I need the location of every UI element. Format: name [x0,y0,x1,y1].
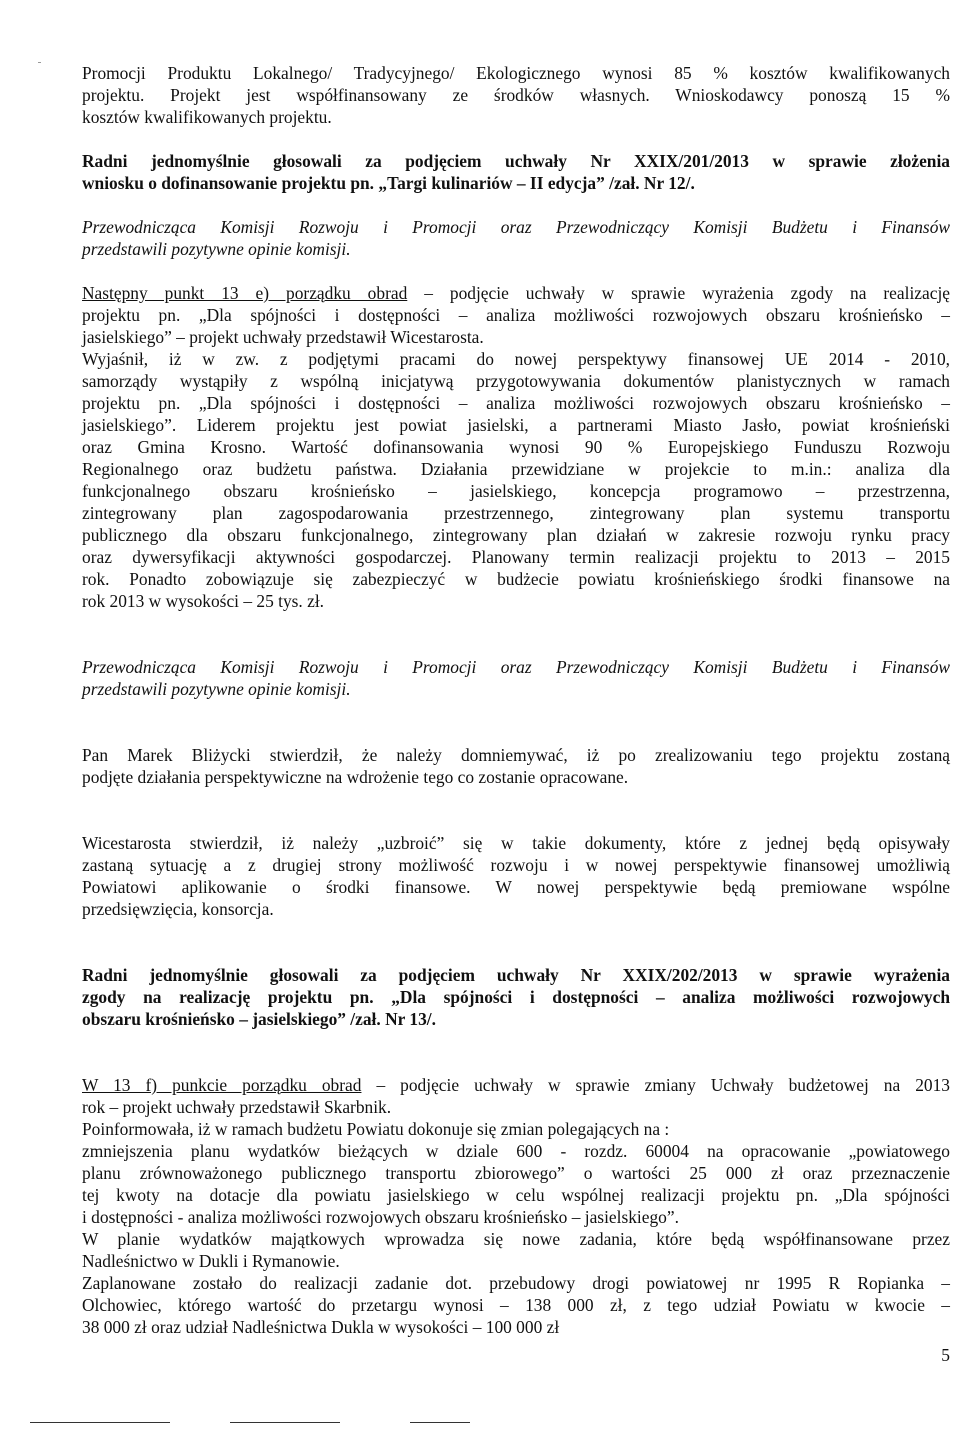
text-line: przedstawili pozytywne opinie komisji. [82,239,351,259]
text-line: kosztów kwalifikowanych projektu. [82,107,332,127]
text-line: W planie wydatków majątkowych wprowadza się nowe zadania, które będą współfinansowane przez [82,1229,950,1249]
agenda-item-13e [82,282,950,612]
text-line: projektu pn. „Dla spójności i dostępności – analiza możliwości rozwojowych obszaru krośnieńsko – [82,393,950,413]
text-line: wniosku o dofinansowanie projektu pn. „Targi kulinariów – II edycja” /zał. Nr 12/. [82,173,695,193]
text-line: przedstawili pozytywne opinie komisji. [82,679,351,699]
text-line: zmniejszenia planu wydatków bieżących w dziale 600 - rozdz. 60004 na opracowanie „powiatowego [82,1141,950,1161]
text-line: rok. Ponadto zobowiązuje się zabezpieczyć w budżecie powiatu krośnieńskiego środki finansowe na [82,569,950,589]
text-line: Wyjaśnił, iż w zw. z podjętymi pracami do nowej perspektywy finansowej UE 2014 - 2010, [82,349,950,369]
text-line: Przewodnicząca Komisji Rozwoju i Promocji oraz Przewodniczący Komisji Budżetu i Finansów [82,217,950,237]
text-line: projektu. Projekt jest współfinansowany ze środków własnych. Wnioskodawcy ponoszą 15 % [82,85,950,105]
text-line: obszaru krośnieńsko – jasielskiego” /zał. Nr 13/. [82,1009,436,1029]
page-number: 5 [941,1345,950,1365]
text-line: przedsięwzięcia, konsorcja. [82,899,274,919]
text-line: Promocji Produktu Lokalnego/ Tradycyjnego/ Ekologicznego wynosi 85 % kosztów kwalifikowanych [82,63,950,83]
agenda-item-13f [82,1074,950,1338]
scan-speck [38,62,41,63]
text-line [82,282,950,304]
resolution-201-vote [82,150,950,194]
text-line: funkcjonalnego obszaru krośnieńsko – jasielskiego, koncepcja programowo – przestrzenna, [82,481,950,501]
text-line: Zaplanowane zostało do realizacji zadanie dot. przebudowy drogi powiatowej nr 1995 R Ropianka – [82,1273,950,1293]
text-line: jasielskiego” – projekt uchwały przedstawił Wicestarosta. [82,327,484,347]
footer-rule [230,1422,340,1423]
text-line: Regionalnego oraz budżetu państwa. Działania przewidziane w projekcie to m.in.: analiza dla [82,459,950,479]
statement-blizycki [82,744,950,788]
agenda-item-heading: Następny punkt 13 e) porządku obrad [82,283,408,303]
text-line: tej kwoty na dotacje dla powiatu jasielskiego w celu wspólnej realizacji projektu pn. „Dla spójności [82,1185,950,1205]
text-line: zintegrowany plan zagospodarowania przestrzennego, zintegrowany plan systemu transportu [82,503,950,523]
document-page [82,62,950,1338]
text-line: podjęte działania perspektywiczne na wdrożenie tego co zostanie opracowane. [82,767,629,787]
footer-rule [410,1422,470,1423]
committee-opinion-2 [82,656,950,700]
text-line: Przewodnicząca Komisji Rozwoju i Promocji oraz Przewodniczący Komisji Budżetu i Finansów [82,657,950,677]
text-line: rok – projekt uchwały przedstawił Skarbnik. [82,1097,392,1117]
paragraph-cost-share [82,62,950,128]
text-line: Radni jednomyślnie głosowali za podjęciem uchwały Nr XXIX/201/2013 w sprawie złożenia [82,151,950,171]
text-line: samorządy wystąpiły z wspólną inicjatywą przygotowywania dokumentów planistycznych w ramach [82,371,950,391]
text-line: planu zrównoważonego publicznego transportu zbiorowego” o wartości 25 000 zł oraz przeznaczenie [82,1163,950,1183]
text-line: Wicestarosta stwierdził, iż należy „uzbroić” się w takie dokumenty, które z jednej będą opisywały [82,833,950,853]
text-line: Powiatowi aplikowanie o środki finansowe. W nowej perspektywie będą premiowane wspólne [82,877,950,897]
text-line: rok 2013 w wysokości – 25 tys. zł. [82,591,325,611]
text-line: publicznego dla obszaru funkcjonalnego, zintegrowany plan działań w zakresie rozwoju rynku pracy [82,525,950,545]
text-line: zgody na realizację projektu pn. „Dla spójności i dostępności – analiza możliwości rozwojowych [82,987,950,1007]
text-line: Radni jednomyślnie głosowali za podjęciem uchwały Nr XXIX/202/2013 w sprawie wyrażenia [82,965,950,985]
text-line: 38 000 zł oraz udział Nadleśnictwa Dukla w wysokości – 100 000 zł [82,1317,560,1337]
text-fragment: – podjęcie uchwały w sprawie zmiany Uchwały budżetowej na 2013 [361,1075,950,1095]
text-line [82,1074,950,1096]
agenda-item-heading: W 13 f) punkcie porządku obrad [82,1075,362,1095]
resolution-202-vote [82,964,950,1030]
text-line: Pan Marek Bliżycki stwierdził, że należy domniemywać, iż po zrealizowaniu tego projektu zostaną [82,745,950,765]
text-line: projektu pn. „Dla spójności i dostępności – analiza możliwości rozwojowych obszaru krośnieńsko – [82,305,950,325]
text-line: i dostępności - analiza możliwości rozwojowych obszaru krośnieńsko – jasielskiego”. [82,1207,679,1227]
text-line: jasielskiego”. Liderem projektu jest powiat jasielski, a partnerami Miasto Jasło, powiat krośnieński [82,415,950,435]
text-line: oraz dywersyfikacji aktywności gospodarczej. Planowany termin realizacji projektu to 2013 – 2015 [82,547,950,567]
text-line: Olchowiec, którego wartość do przetargu wynosi – 138 000 zł, z tego udział Powiatu w kwocie – [82,1295,950,1315]
text-line: Poinformowała, iż w ramach budżetu Powiatu dokonuje się zmian polegających na : [82,1119,670,1139]
statement-wicestarosta [82,832,950,920]
text-line: Nadleśnictwo w Dukli i Rymanowie. [82,1251,340,1271]
text-line: zastaną sytuację a z drugiej strony możliwość rozwoju i w nowej perspektywie finansowej umożliwią [82,855,950,875]
text-fragment: – podjęcie uchwały w sprawie wyrażenia zgody na realizację [407,283,950,303]
committee-opinion-1 [82,216,950,260]
footer-rule [30,1422,170,1423]
text-line: oraz Gmina Krosno. Wartość dofinansowania wynosi 90 % Europejskiego Funduszu Rozwoju [82,437,950,457]
